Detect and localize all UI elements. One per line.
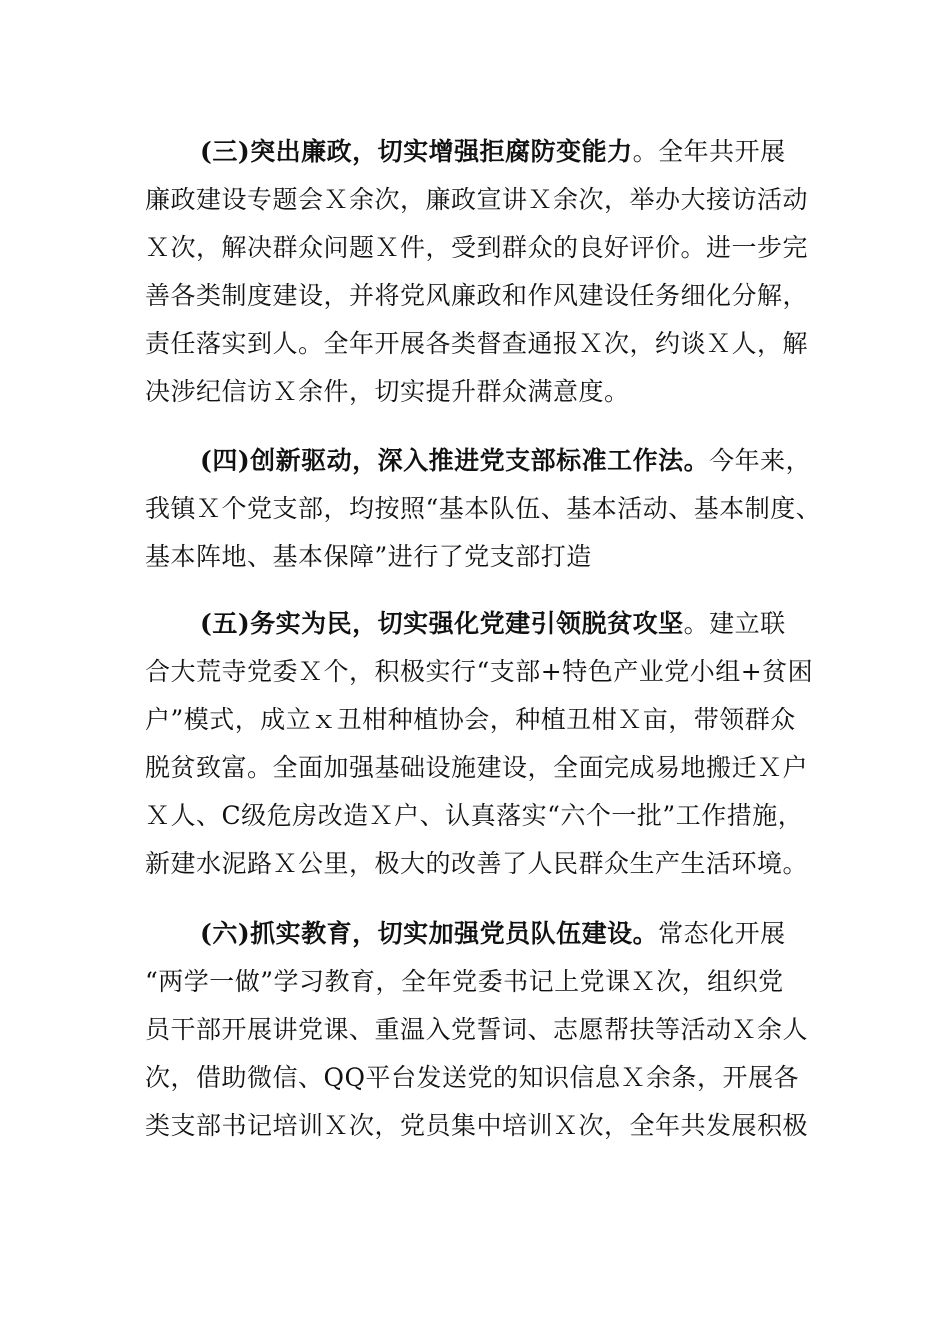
paragraph-line: 善各类制度建设，并将党风廉政和作风建设任务细化分解，	[145, 281, 809, 310]
paragraph-line: 基本阵地、基本保障”进行了党支部打造	[145, 542, 592, 571]
paragraph-text: 今年来，	[709, 446, 812, 475]
paragraph-4	[145, 437, 825, 581]
paragraph-line: 脱贫致富。全面加强基础设施建设，全面完成易地搬迁Ｘ户	[145, 753, 809, 782]
paragraph-text: 常态化开展	[658, 919, 786, 948]
paragraph-heading: (五)务实为民，切实强化党建引领脱贫攻坚	[200, 609, 684, 638]
paragraph-line	[145, 437, 825, 485]
paragraph-line: 类支部书记培训Ｘ次，党员集中培训Ｘ次，全年共发展积极	[145, 1111, 809, 1140]
paragraph-line	[145, 128, 825, 176]
paragraph-line: 合大荒寺党委Ｘ个，积极实行“支部+特色产业党小组+贫困	[145, 657, 814, 686]
paragraph-heading: (六)抓实教育，切实加强党员队伍建设。	[200, 919, 659, 948]
paragraph-line: Ｘ次，解决群众问题Ｘ件，受到群众的良好评价。进一步完	[145, 233, 809, 262]
paragraph-line: 决涉纪信访Ｘ余件，切实提升群众满意度。	[145, 377, 630, 406]
paragraph-line: 新建水泥路Ｘ公里，极大的改善了人民群众生产生活环境。	[145, 849, 809, 878]
paragraph-line: 次，借助微信、QQ平台发送党的知识信息Ｘ余条，开展各	[145, 1063, 799, 1092]
paragraph-text: 。全年共开展	[632, 137, 786, 166]
paragraph-5	[145, 600, 825, 888]
paragraph-line: Ｘ人、C级危房改造Ｘ户、认真落实“六个一批”工作措施，	[145, 801, 804, 830]
paragraph-line: 户”模式，成立ｘ丑柑种植协会，种植丑柑Ｘ亩，带领群众	[145, 705, 796, 734]
paragraph-line: 廉政建设专题会Ｘ余次，廉政宣讲Ｘ余次，举办大接访活动	[145, 185, 809, 214]
paragraph-line: 我镇Ｘ个党支部，均按照“基本队伍、基本活动、基本制度、	[145, 494, 822, 523]
paragraph-line	[145, 910, 825, 958]
paragraph-line	[145, 600, 825, 648]
paragraph-line: “两学一做”学习教育，全年党委书记上党课Ｘ次，组织党	[145, 967, 784, 996]
paragraph-heading: (三)突出廉政，切实增强拒腐防变能力	[200, 137, 633, 166]
paragraph-line: 员干部开展讲党课、重温入党誓词、志愿帮扶等活动Ｘ余人	[145, 1015, 809, 1044]
paragraph-6	[145, 910, 825, 1150]
paragraph-3	[145, 128, 825, 416]
paragraph-text: 。建立联	[683, 609, 786, 638]
paragraph-line: 责任落实到人。全年开展各类督查通报Ｘ次，约谈Ｘ人，解	[145, 329, 809, 358]
paragraph-heading: (四)创新驱动，深入推进党支部标准工作法。	[200, 446, 710, 475]
